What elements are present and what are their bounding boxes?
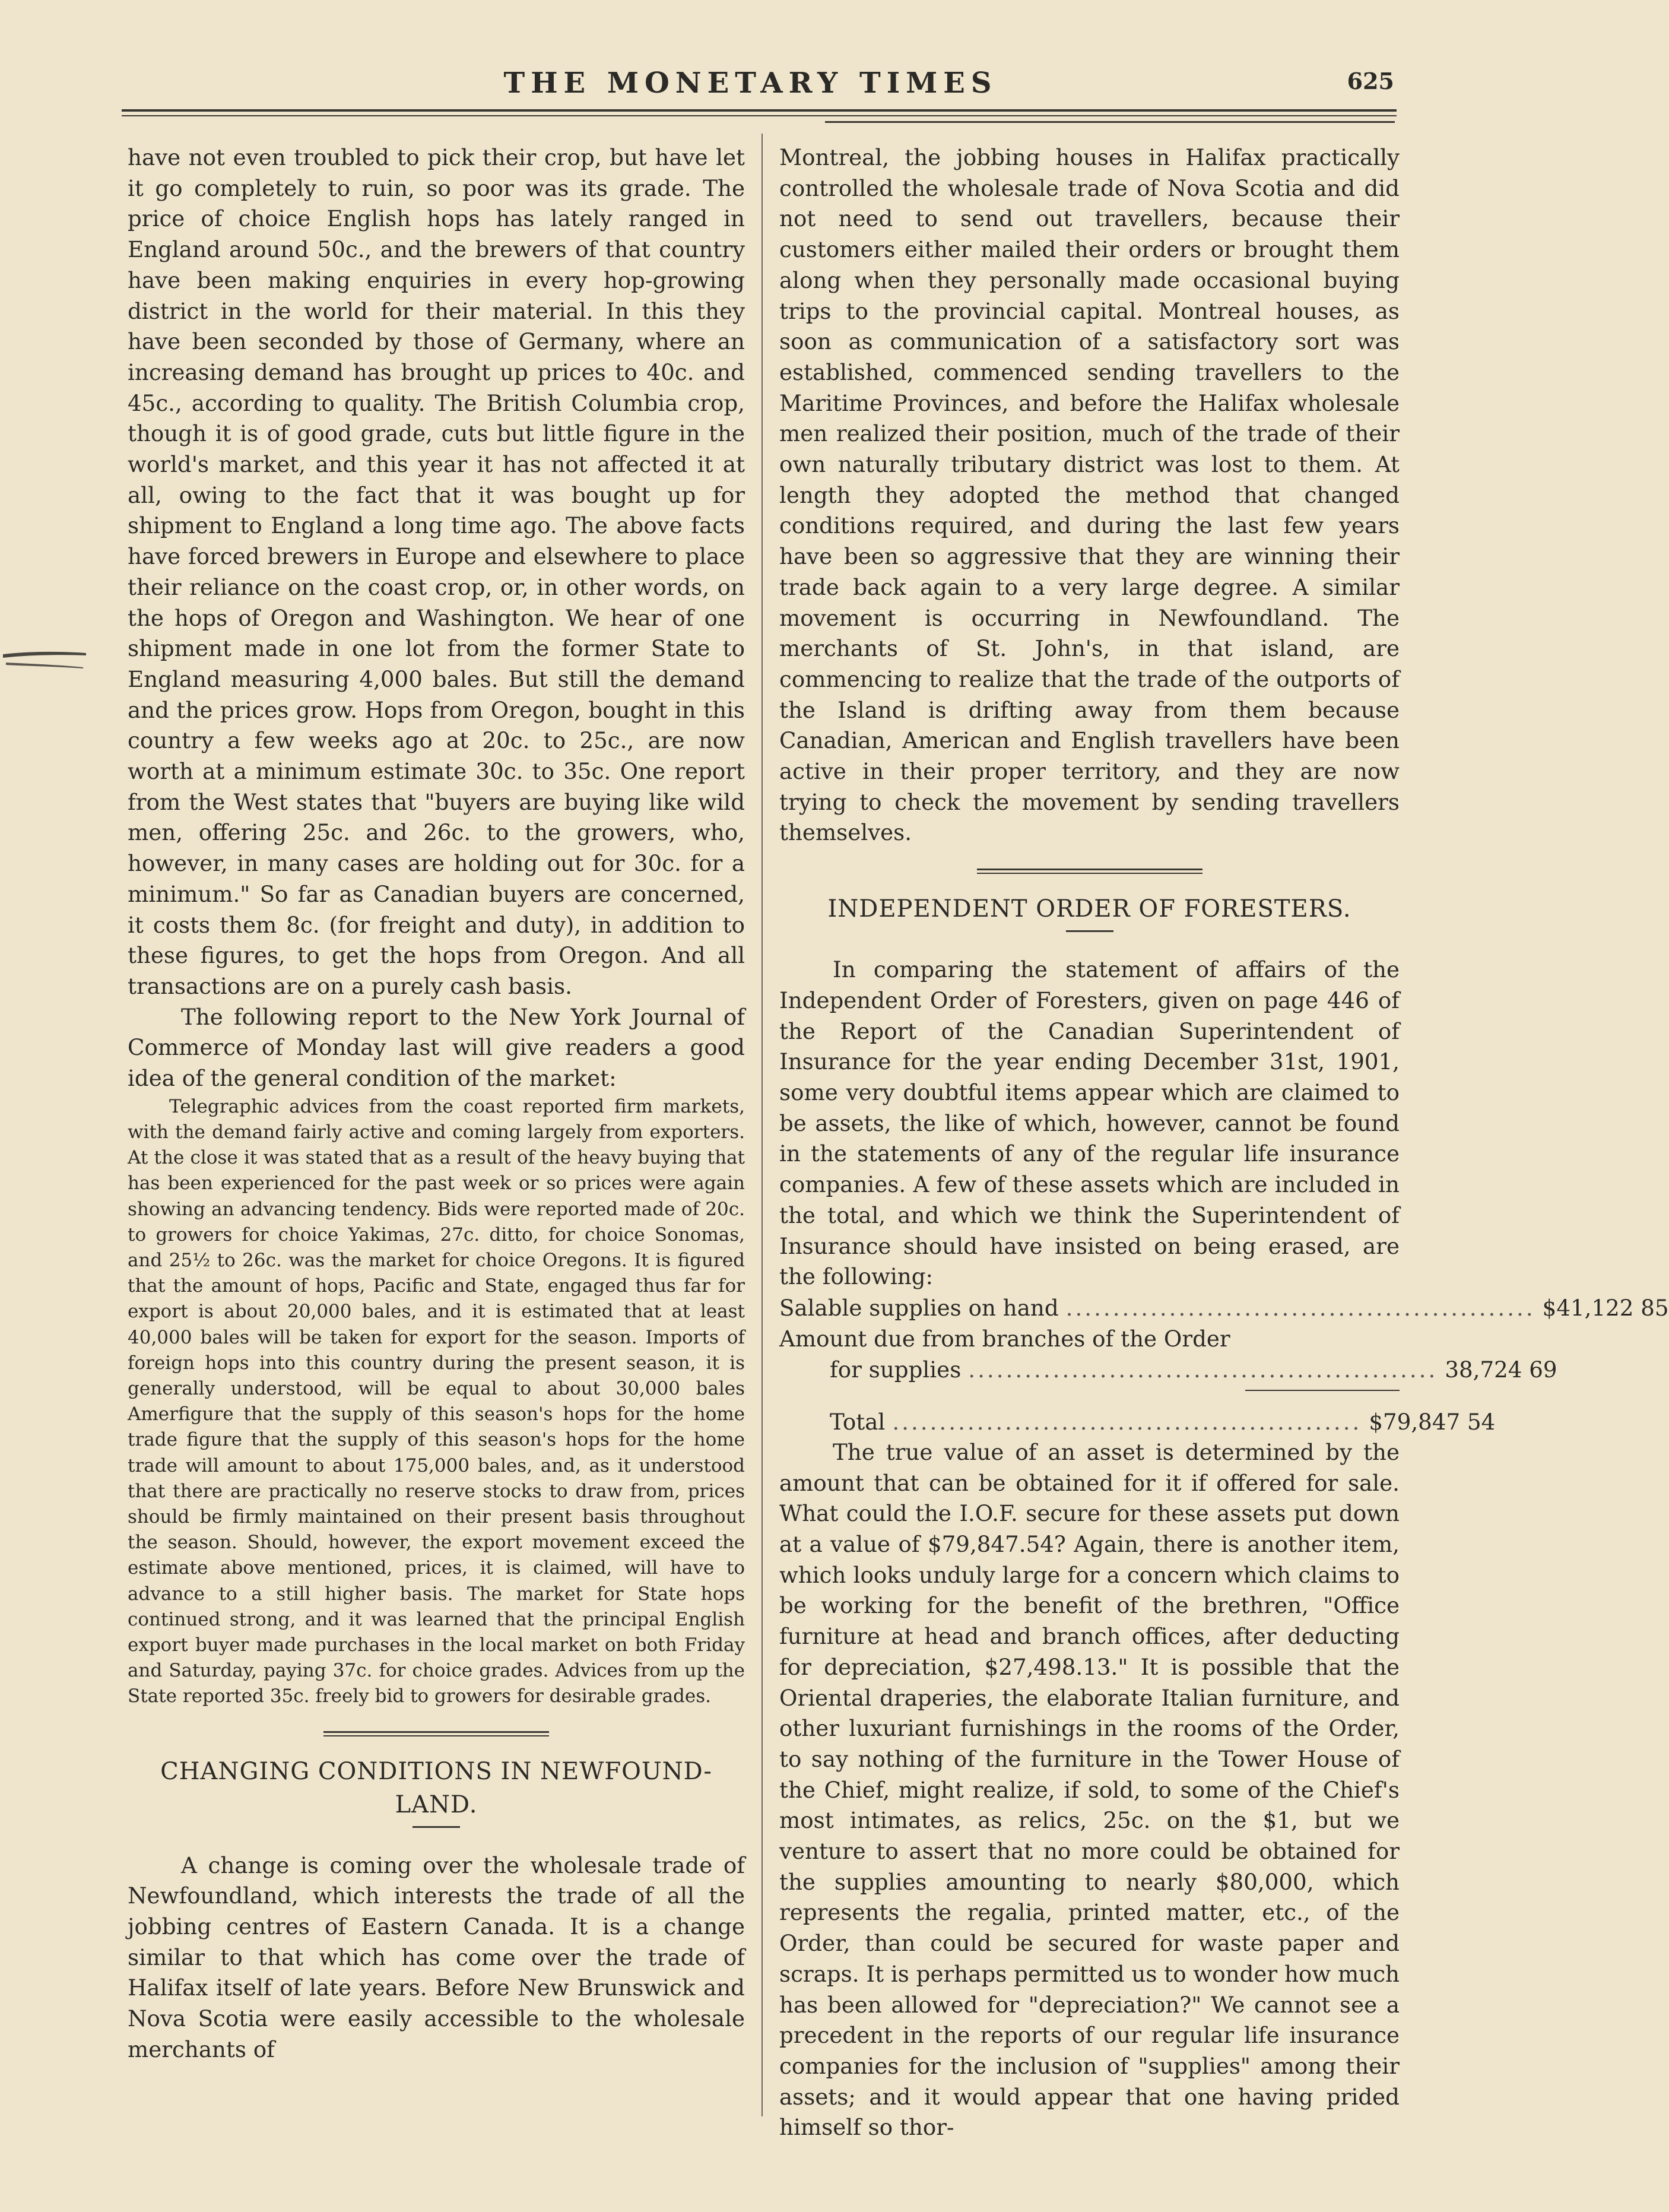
asset-value-paragraph: The true value of an asset is determined by the amount that can be obtained for it if offered for sale. What could the I.O.F. secure for these assets put down at a value of $79,847.54? Again, there is another item, which looks unduly large for a concern which claims to be working for the benefit of the brethren, "Office furniture at head and branch offices, after deducting for depreciation, $27,498.13." It is possible that the Oriental draperies, the elaborate Italian furniture, and other luxuriant furnishings in the rooms of the Order, to say nothing of the furniture in the Tower House of the Chief, might realize, if sold, to some of the Chief's most intimates, as relics, 25c. on the $1, but we venture to assert that no more could be obtained for the supplies amounting to nearly $80,000, which represents the regalia, printed matter, etc., of the Order, than could be secured for waste paper and scraps. It is perhaps permitted us to wonder how much has been allowed for "depreciation?" We cannot see a precedent in the reports of our regular life insurance companies for the inclusion of "supplies" among their assets; and it would appear that one having prided himself so thor-	[779, 1438, 1400, 2141]
ledger-sum-rule	[1245, 1390, 1400, 1391]
masthead-rule-right	[825, 121, 1395, 123]
section-separator	[977, 869, 1202, 874]
ledger-row-branches	[779, 1323, 1400, 1354]
heading-dash	[413, 1826, 460, 1828]
heading-dash	[1066, 930, 1113, 932]
ledger-row-branches-cont: for supplies .................................................. 38,724 69	[779, 1354, 1400, 1385]
masthead-rule-thick	[122, 109, 1397, 112]
column-divider	[761, 134, 763, 2116]
left-column	[128, 142, 745, 2065]
ledger-label: for supplies	[830, 1356, 962, 1383]
masthead-rule-thin	[122, 115, 1397, 116]
foresters-heading: INDEPENDENT ORDER OF FORESTERS.	[827, 895, 1351, 923]
section-separator	[323, 1731, 549, 1737]
masthead	[0, 66, 1501, 102]
publication-title: THE MONETARY TIMES	[503, 66, 998, 100]
ledger-amount: 38,724 69	[1445, 1356, 1557, 1383]
newfoundland-continued-paragraph: Montreal, the jobbing houses in Halifax practically controlled the wholesale trade of Nova Scotia and did not need to send out travellers, because their customers either mailed their orders or brought them along when they personally made occasional buying trips to the provincial capital. Montreal houses, as soon as communication of a satisfactory sort was established, commenced sending travellers to the Maritime Provinces, and before the Halifax wholesale men realized their position, much of the trade of their own naturally tributary district was lost to them. At length they adopted the method that changed conditions required, and during the last few years have been so aggressive that they are winning their trade back again to a very large degree. A similar movement is occurring in Newfoundland. The merchants of St. John's, in that island, are commencing to realize that the trade of the outports of the Island is drifting away from them because Canadian, American and English travellers have been active in their proper territory, and they are now trying to check the movement by sending travellers themselves.	[779, 144, 1400, 846]
ledger-label: Amount due from branches of the Order	[779, 1325, 1230, 1352]
hops-paragraph: have not even troubled to pick their crop, but have let it go completely to ruin, so poor was its grade. The price of choice English hops has lately ranged in England around 50c., and the brewers of that country have been making enquiries in every hop-growing district in the world for their material. In this they have been seconded by those of Germany, where an increasing demand has brought up prices to 40c. and 45c., according to quality. The British Columbia crop, though it is of good grade, cuts but little figure in the world's market, and this year it has not affected it at all, owing to the fact that it was bought up for shipment to England a long time ago. The above facts have forced brewers in Europe and elsewhere to place their reliance on the coast crop, or, in other words, on the hops of Oregon and Washington. We hear of one shipment made in one lot from the former State to England measuring 4,000 bales. But still the demand and the prices grow. Hops from Oregon, bought in this country a few weeks ago at 20c. to 25c., are now worth at a minimum estimate 30c. to 35c. One report from the West states that "buyers are buying like wild men, offering 25c. and 26c. to the growers, who, however, in many cases are holding out for 30c. for a minimum." So far as Canadian buyers are concerned, it costs them 8c. (for freight and duty), in addition to these figures, to get the hops from Oregon. And all transactions are on a purely cash basis.	[128, 144, 745, 999]
assets-ledger	[779, 1292, 1669, 1437]
ledger-amount: $41,122 85	[1542, 1294, 1669, 1321]
margin-ink-mark	[0, 647, 89, 671]
right-column	[779, 142, 1669, 2143]
journal-intro-paragraph: The following report to the New York Journal of Commerce of Monday last will give readers a good idea of the general condition of the market:	[128, 1003, 745, 1092]
page-number: 625	[1347, 68, 1394, 94]
ledger-row-total: Total .................................................. $79,847 54	[779, 1406, 1400, 1437]
ledger-row-supplies: Salable supplies on hand .................................................. $41,122 85	[779, 1292, 1400, 1323]
foresters-paragraph: In comparing the statement of affairs of the Independent Order of Foresters, given on page 446 of the Report of the Canadian Superintendent of Insurance for the year ending December 31st, 1901, some very doubtful items appear which are claimed to be assets, the like of which, however, cannot be found in the statements of any of the regular life insurance companies. A few of these assets which are included in the total, and which we think the Superintendent of Insurance should have insisted on being erased, are the following:	[779, 956, 1400, 1290]
ledger-total-amount: $79,847 54	[1369, 1408, 1496, 1435]
newfoundland-heading: CHANGING CONDITIONS IN NEWFOUND-LAND.	[160, 1757, 712, 1818]
ledger-total-label: Total	[830, 1408, 886, 1435]
newfoundland-paragraph: A change is coming over the wholesale trade of Newfoundland, which interests the trade of all the jobbing centres of Eastern Canada. It is a change similar to that which has come over the trade of Halifax itself of late years. Before New Brunswick and Nova Scotia were easily accessible to the wholesale merchants of	[128, 1852, 745, 2062]
journal-quote: Telegraphic advices from the coast reported firm markets, with the demand fairly active and coming largely from exporters. At the close it was stated that as a result of the heavy buying that has been experienced for the past week or so prices were again showing an advancing tendency. Bids were reported made of 20c. to growers for choice Yakimas, 27c. ditto, for choice Sonomas, and 25½ to 26c. was the market for choice Oregons. It is figured that the amount of hops, Pacific and State, engaged thus far for export is about 20,000 bales, and it is estimated that at least 40,000 bales will be taken for export for the season. Imports of foreign hops into this country during the present season, it is generally understood, will be equal to about 30,000 bales Amerfigure that the supply of this season's hops for the home trade figure that the supply of this season's hops for the home trade will amount to about 175,000 bales, and, as it understood that there are practically no reserve stocks to draw from, prices should be firmly maintained on their present basis throughout the season. Should, however, the export movement exceed the estimate above mentioned, prices, it is claimed, will have to advance to a still higher basis. The market for State hops continued strong, and it was learned that the principal English export buyer made purchases in the local market on both Friday and Saturday, paying 37c. for choice grades. Advices from up the State reported 35c. freely bid to growers for desirable grades.	[128, 1095, 745, 1707]
ledger-label: Salable supplies on hand	[779, 1294, 1059, 1321]
